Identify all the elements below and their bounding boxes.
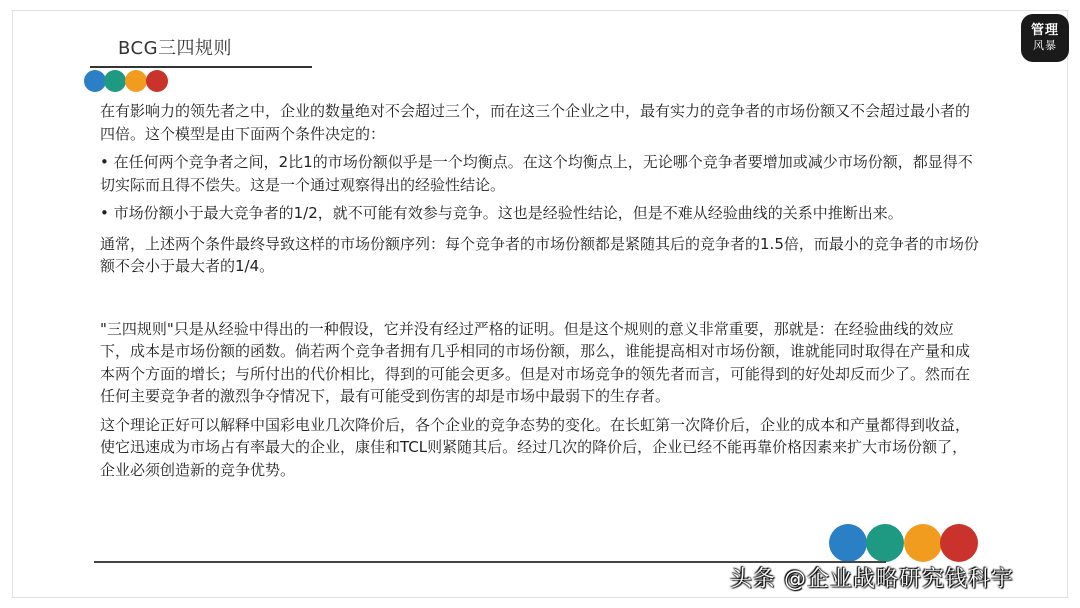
dot-red-large	[940, 524, 978, 562]
title-underline	[90, 66, 312, 68]
logo-line-1: 管理	[1030, 23, 1059, 38]
bullet-condition-1: • 在任何两个竞争者之间，2比1的市场份额似乎是一个均衡点。在这个均衡点上，无论哪个竞争者要增加或减少市场份额，都显得不切实际而且得不偿失。这是一个通过观察得出的经验性结论。	[100, 153, 973, 194]
slide-title: BCG三四规则	[118, 38, 233, 59]
paragraph-sequence: 通常，上述两个条件最终导致这样的市场份额序列：每个竞争者的市场份额都是紧随其后的竞争者的1.5倍，而最小的竞争者的市场份额不会小于最大者的1/4。	[100, 234, 979, 275]
slide-body	[100, 100, 980, 481]
bullet-condition-2: • 市场份额小于最大竞争者的1/2，就不可能有效参与竞争。这也是经验性结论，但是不难从经验曲线的关系中推断出来。	[100, 204, 903, 222]
dot-green-large	[866, 524, 904, 562]
dot-green-small	[104, 70, 126, 92]
dot-orange-large	[904, 524, 942, 562]
logo-line-2: 风暴	[1033, 39, 1057, 52]
brand-logo	[1021, 14, 1069, 62]
source-watermark: 头条 @企业战略研究钱科宇	[730, 567, 1014, 592]
paragraph-intro: 在有影响力的领先者之中，企业的数量绝对不会超过三个，而在这三个企业之中，最有实力的竞争者的市场份额又不会超过最小者的四倍。这个模型是由下面两个条件决定的：	[100, 102, 971, 143]
paragraph-hypothesis: "三四规则"只是从经验中得出的一种假设，它并没有经过严格的证明。但是这个规则的意义非常重要，那就是：在经验曲线的效应下，成本是市场份额的函数。倘若两个竞争者拥有几乎相同的市场份额，那么，谁能提高相对市场份额，谁就能同时取得在产量和成本两个方面的增长；与所付出的代价相比，得到的可能会更多。但是对市场竞争的领先者而言，可能得到的好处却反而少了。然而在任何主要竞争者的激烈争夺情况下，最有可能受到伤害的却是市场中最弱下的生存者。	[100, 319, 971, 405]
dot-orange-small	[125, 70, 147, 92]
dot-blue-large	[829, 524, 867, 562]
paragraph-tv-industry: 这个理论正好可以解释中国彩电业几次降价后，各个企业的竞争态势的变化。在长虹第一次降价后，企业的成本和产量都得到收益，使它迅速成为市场占有率最大的企业，康佳和TCL则紧随其后。经过几次的降价后，企业已经不能再靠价格因素来扩大市场份额了，企业必须创造新的竞争优势。	[100, 415, 971, 479]
dot-red-small	[146, 70, 168, 92]
dot-blue-small	[84, 70, 106, 92]
